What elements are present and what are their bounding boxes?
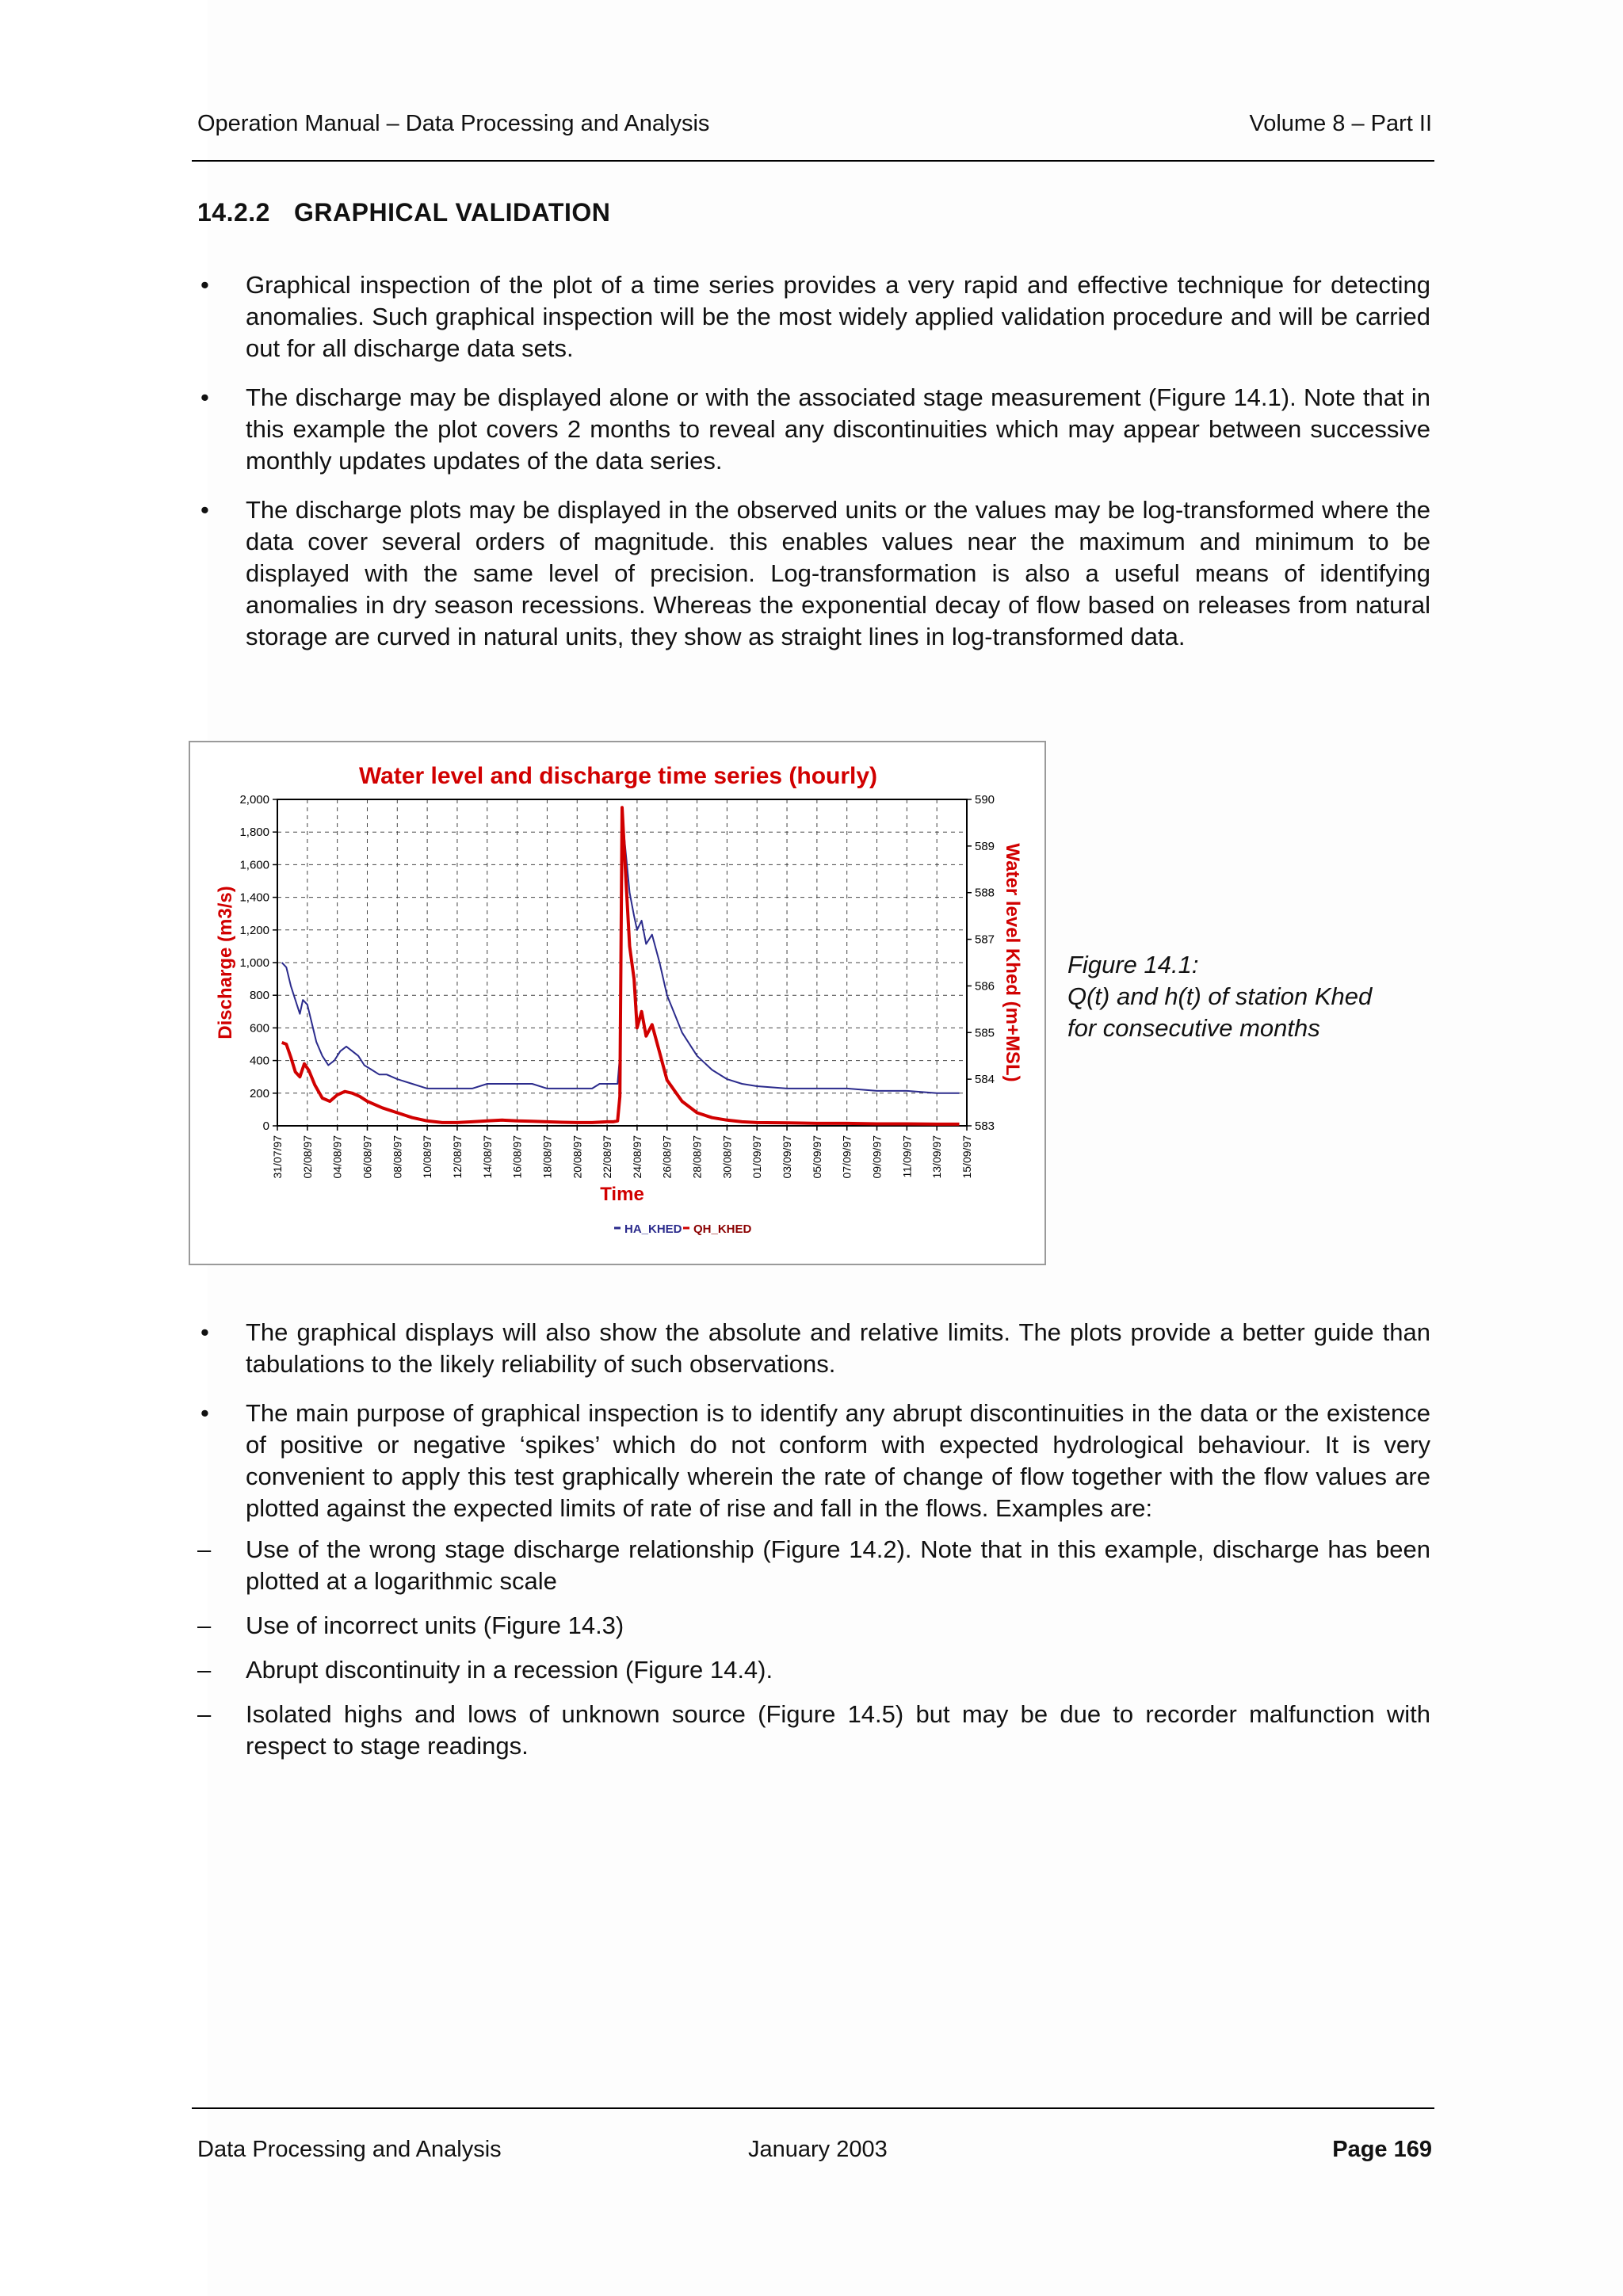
left-tick-label: 800: [249, 989, 269, 1003]
header-title: Operation Manual – Data Processing and Analysis: [197, 111, 710, 136]
sub-item-text: Isolated highs and lows of unknown source (Figure 14.5) but may be due to recorder malfunction with respect to stage readings.: [246, 1700, 1430, 1760]
left-tick-label: 0: [262, 1119, 269, 1133]
x-tick-label: 16/08/97: [510, 1135, 524, 1179]
caption-line: Figure 14.1:: [1067, 951, 1199, 978]
sub-item-text: Use of incorrect units (Figure 14.3): [246, 1611, 624, 1639]
left-tick-label: 1,200: [239, 923, 269, 937]
x-tick-label: 05/09/97: [810, 1135, 823, 1179]
x-tick-label: 11/09/97: [900, 1135, 914, 1178]
left-tick-label: 2,000: [239, 793, 269, 807]
left-axis-label: Discharge (m3/s): [215, 886, 236, 1039]
chart-legend: [614, 1222, 752, 1236]
left-tick-label: 400: [249, 1054, 269, 1068]
left-tick-label: 1,000: [239, 956, 269, 970]
section-number: 14.2.2: [197, 198, 270, 227]
bullet-text: The discharge plots may be displayed in the observed units or the values may be log-transformed where the data cover several orders of magnitude. this enables values near the maximum and minimum to be displayed with the same level of precision. Log-transformation is also a useful means of identifying anomalies in dry season recessions. Whereas the exponential decay of flow based on releases from natural storage are curved in natural units, they show as straight lines in log-transformed data.: [246, 496, 1430, 650]
x-tick-label: 26/08/97: [660, 1135, 674, 1179]
right-axis-ticks: [967, 793, 995, 1133]
page-number: Page 169: [1332, 2137, 1432, 2162]
x-tick-label: 12/08/97: [450, 1135, 464, 1179]
sub-list-item: [197, 1699, 1430, 1762]
series-line-qh-khed: [282, 807, 960, 1124]
x-tick-label: 20/08/97: [571, 1135, 584, 1179]
x-tick-label: 02/08/97: [300, 1135, 314, 1179]
x-tick-label: 30/08/97: [720, 1135, 734, 1179]
header-rule: [192, 160, 1434, 162]
dash-icon: –: [197, 1535, 212, 1563]
bullet-text: The main purpose of graphical inspection is to identify any abrupt discontinuities in the data or the existence of positive or negative ‘spikes’ which do not conform with expected hydrological behaviour. It is very convenient to apply this test graphically wherein the rate of change of flow together with the flow values are plotted against the expected limits of rate of rise and fall in the flows. Examples are:: [246, 1399, 1430, 1522]
list-item: [197, 1398, 1430, 1524]
list-item: [197, 494, 1430, 653]
right-tick-label: 589: [975, 839, 995, 853]
dash-icon: –: [197, 1700, 212, 1728]
right-tick-label: 583: [975, 1119, 995, 1133]
caption-line: Q(t) and h(t) of station Khed: [1067, 982, 1373, 1010]
left-tick-label: 600: [249, 1021, 269, 1035]
x-tick-label: 22/08/97: [601, 1135, 614, 1179]
bullet-text: The discharge may be displayed alone or with the associated stage measurement (Figure 14.1). Note that in this example the plot covers 2 months to reveal any discontinuities which may appear between successive monthly updates updates of the data series.: [246, 383, 1430, 475]
right-tick-label: 585: [975, 1026, 995, 1040]
x-tick-label: 18/08/97: [540, 1135, 554, 1179]
x-tick-label: 15/09/97: [960, 1135, 973, 1179]
left-tick-label: 1,400: [239, 891, 269, 905]
section-title: GRAPHICAL VALIDATION: [294, 198, 611, 227]
dash-icon: –: [197, 1611, 212, 1639]
x-axis-ticks: [271, 1126, 973, 1179]
caption-line: for consecutive months: [1067, 1014, 1320, 1042]
right-tick-label: 588: [975, 886, 995, 900]
header-volume: Volume 8 – Part II: [1249, 111, 1432, 136]
list-item: [197, 1317, 1430, 1380]
sub-list-item: [197, 1654, 1430, 1686]
list-item: [197, 382, 1430, 477]
bullet-icon: •: [200, 1399, 209, 1427]
left-tick-label: 1,600: [239, 858, 269, 872]
sub-list-item: [197, 1610, 1430, 1642]
right-axis-label: Water level Khed (m+MSL): [1002, 843, 1023, 1082]
x-tick-label: 09/09/97: [870, 1135, 884, 1179]
sub-item-text: Abrupt discontinuity in a recession (Figure 14.4).: [246, 1656, 773, 1684]
list-item: [197, 269, 1430, 364]
bullet-icon: •: [200, 271, 209, 299]
right-tick-label: 586: [975, 979, 995, 994]
chart-svg: [190, 742, 1044, 1264]
x-tick-label: 13/09/97: [930, 1135, 944, 1179]
x-tick-label: 03/09/97: [781, 1135, 794, 1179]
bullet-list-bottom: [197, 1317, 1430, 1775]
x-tick-label: 07/09/97: [840, 1135, 854, 1179]
footer-title: Data Processing and Analysis: [197, 2137, 502, 2162]
left-tick-label: 1,800: [239, 826, 269, 840]
right-tick-label: 590: [975, 793, 995, 807]
series-layer: [282, 807, 960, 1124]
x-tick-label: 28/08/97: [690, 1135, 704, 1179]
figure-caption: [1067, 949, 1372, 1044]
page-header: [197, 111, 1432, 143]
x-tick-label: 31/07/97: [271, 1135, 284, 1179]
sub-item-text: Use of the wrong stage discharge relationship (Figure 14.2). Note that in this example, discharge has been plotted at a logarithmic scale: [246, 1535, 1430, 1595]
x-tick-label: 14/08/97: [480, 1135, 494, 1179]
x-tick-label: 24/08/97: [630, 1135, 643, 1179]
section-heading: [197, 198, 610, 227]
bullet-list-top: [197, 269, 1430, 670]
bullet-icon: •: [200, 496, 209, 524]
right-tick-label: 587: [975, 933, 995, 947]
sub-list-item: [197, 1534, 1430, 1597]
footer-rule: [192, 2107, 1434, 2109]
bullet-icon: •: [200, 1318, 209, 1346]
x-tick-label: 10/08/97: [421, 1135, 434, 1179]
bullet-text: The graphical displays will also show the absolute and relative limits. The plots provide a better guide than tabulations to the likely reliability of such observations.: [246, 1318, 1430, 1378]
figure-frame: [189, 741, 1046, 1265]
legend-label-qh: QH_KHED: [693, 1222, 752, 1236]
x-tick-label: 01/09/97: [750, 1135, 764, 1179]
bullet-text: Graphical inspection of the plot of a time series provides a very rapid and effective technique for detecting anomalies. Such graphical inspection will be the most widely applied validation procedure and will be carried out for all discharge data sets.: [246, 271, 1430, 362]
right-tick-label: 584: [975, 1073, 995, 1087]
dash-icon: –: [197, 1656, 212, 1684]
chart-title: Water level and discharge time series (hourly): [358, 763, 878, 789]
legend-label-ha: HA_KHED: [624, 1222, 682, 1236]
x-axis-label: Time: [600, 1184, 644, 1205]
x-tick-label: 04/08/97: [330, 1135, 344, 1179]
x-tick-label: 06/08/97: [361, 1135, 374, 1179]
x-tick-label: 08/08/97: [391, 1135, 404, 1179]
bullet-icon: •: [200, 383, 209, 411]
footer-date: January 2003: [748, 2137, 888, 2162]
left-tick-label: 200: [249, 1086, 269, 1100]
left-axis-ticks: [239, 793, 277, 1133]
